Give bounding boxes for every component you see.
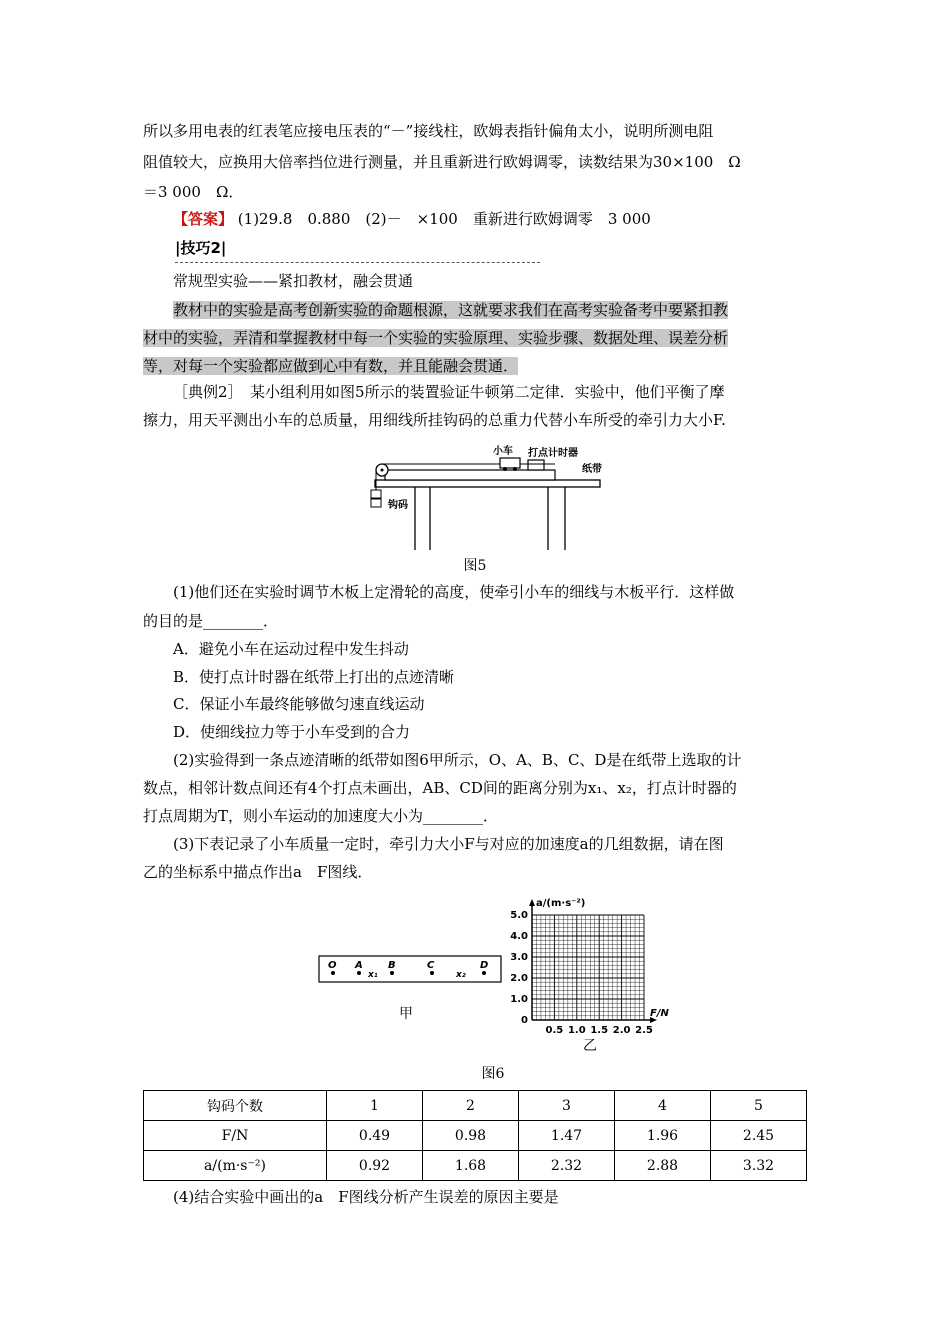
option-c: C．保证小车最终能够做匀速直线运动	[173, 695, 425, 713]
table-cell: 2.88	[615, 1151, 711, 1181]
x1-label: x₁	[368, 970, 378, 980]
figure-5-caption: 图5	[463, 558, 487, 574]
question-2-line: 打点周期为T，则小车运动的加速度大小为________．	[143, 807, 499, 825]
answer-line	[143, 205, 838, 233]
point-label-a: A	[355, 960, 363, 971]
table-cell: a/(m·s⁻²)	[144, 1151, 327, 1181]
data-table	[143, 1090, 807, 1181]
table-cell: F/N	[144, 1121, 327, 1151]
x2-label: x₂	[456, 970, 466, 980]
highlight-line: 材中的实验，弄清和掌握教材中每一个实验的实验原理、实验步骤、数据处理、误差分析	[143, 329, 729, 347]
tape-dot	[390, 971, 394, 975]
table-row	[144, 1121, 807, 1151]
table-cell: 钩码个数	[144, 1091, 327, 1121]
table-cell: 3	[519, 1091, 615, 1121]
table-cell: 0.49	[327, 1121, 423, 1151]
example-line: ［典例2］ 某小组利用如图5所示的装置验证牛顿第二定律．实验中，他们平衡了摩	[173, 383, 725, 401]
point-label-d: D	[480, 960, 489, 971]
example-line: 擦力，用天平测出小车的总质量，用细线所挂钩码的总重力代替小车所受的牵引力大小F.	[143, 411, 726, 429]
question-1-line: 的目的是________．	[143, 612, 279, 630]
car-label: 小车	[493, 446, 513, 457]
figure-5-apparatus	[360, 442, 610, 552]
question-3-line: (3)下表记录了小车质量一定时，牵引力大小F与对应的加速度a的几组数据，请在图	[173, 835, 724, 853]
highlight-line: 教材中的实验是高考创新实验的命题根源，这就要求我们在高考实验备考中要紧扣教	[173, 301, 729, 319]
divider	[175, 262, 540, 263]
y-tick-label: 4.0	[510, 931, 528, 942]
y-axis-label: a/(m·s⁻²)	[536, 898, 586, 909]
figure-6-grid	[505, 895, 680, 1050]
highlight-line: 等，对每一个实验都应做到心中有数，并且能融会贯通．	[143, 357, 519, 375]
table-cell: 2.32	[519, 1151, 615, 1181]
table-cell: 1	[327, 1091, 423, 1121]
table-cell: 1.68	[423, 1151, 519, 1181]
x-axis-label: F/N	[650, 1008, 669, 1019]
option-b: B．使打点计时器在纸带上打出的点迹清晰	[173, 668, 455, 686]
tape-dot	[357, 971, 361, 975]
jia-label: 甲	[399, 1006, 413, 1022]
weights-label: 钩码	[388, 500, 408, 511]
table-cell: 4	[615, 1091, 711, 1121]
text-line: 阻值较大，应换用大倍率挡位进行测量，并且重新进行欧姆调零，读数结果为30×100 Ω	[143, 153, 741, 171]
question-3-line: 乙的坐标系中描点作出a F图线．	[143, 863, 373, 881]
text-line: ＝3 000 Ω．	[143, 183, 244, 201]
table-row	[144, 1151, 807, 1181]
x-tick-label: 1.5	[590, 1025, 609, 1036]
skill-title: |技巧2|	[175, 239, 227, 257]
timer-label: 打点计时器	[528, 448, 578, 459]
table-cell: 5	[711, 1091, 807, 1121]
x-tick-label: 2.0	[612, 1025, 631, 1036]
table-cell: 3.32	[711, 1151, 807, 1181]
tape-label: 纸带	[582, 464, 602, 475]
option-a: A．避免小车在运动过程中发生抖动	[173, 640, 409, 658]
figure-6-caption: 图6	[481, 1066, 505, 1082]
y-tick-label: 3.0	[510, 952, 528, 963]
tape-dot	[430, 971, 434, 975]
table-row	[144, 1091, 807, 1121]
x-tick-label: 1.0	[567, 1025, 586, 1036]
figure-6-tape	[318, 955, 503, 985]
x-tick-label: 0.5	[545, 1025, 564, 1036]
y-tick-label: 5.0	[510, 910, 528, 921]
table-cell: 2	[423, 1091, 519, 1121]
table-cell: 0.98	[423, 1121, 519, 1151]
point-label-o: O	[328, 960, 337, 971]
tape-dot	[331, 971, 335, 975]
question-1-line: (1)他们还在实验时调节木板上定滑轮的高度，使牵引小车的细线与木板平行．这样做	[173, 583, 735, 601]
question-2-line: (2)实验得到一条点迹清晰的纸带如图6甲所示，O、A、B、C、D是在纸带上选取的计	[173, 751, 742, 769]
question-4-line: (4)结合实验中画出的a F图线分析产生误差的原因主要是	[173, 1188, 559, 1206]
y-tick-label: 1.0	[510, 994, 528, 1005]
answer-text: (1)29.8 0.880 (2)－ ×100 重新进行欧姆调零 3 000	[237, 210, 651, 228]
text-line: 所以多用电表的红表笔应接电压表的“－”接线柱，欧姆表指针偏角太小，说明所测电阻	[143, 122, 714, 140]
point-label-b: B	[388, 960, 396, 971]
table-cell: 2.45	[711, 1121, 807, 1151]
table-cell: 0.92	[327, 1151, 423, 1181]
answer-tag: 【答案】	[173, 210, 234, 228]
yi-label: 乙	[583, 1038, 597, 1054]
table-cell: 1.96	[615, 1121, 711, 1151]
table-cell: 1.47	[519, 1121, 615, 1151]
y-tick-label: 2.0	[510, 973, 528, 984]
tape-dot	[482, 971, 486, 975]
question-2-line: 数点，相邻计数点间还有4个打点未画出，AB、CD间的距离分别为x₁、x₂，打点计时器的	[143, 779, 737, 797]
y-tick-label: 0	[521, 1015, 528, 1026]
x-tick-label: 2.5	[635, 1025, 653, 1036]
skill-subtitle: 常规型实验——紧扣教材，融会贯通	[173, 272, 414, 290]
option-d: D．使细线拉力等于小车受到的合力	[173, 723, 411, 741]
point-label-c: C	[427, 960, 435, 971]
